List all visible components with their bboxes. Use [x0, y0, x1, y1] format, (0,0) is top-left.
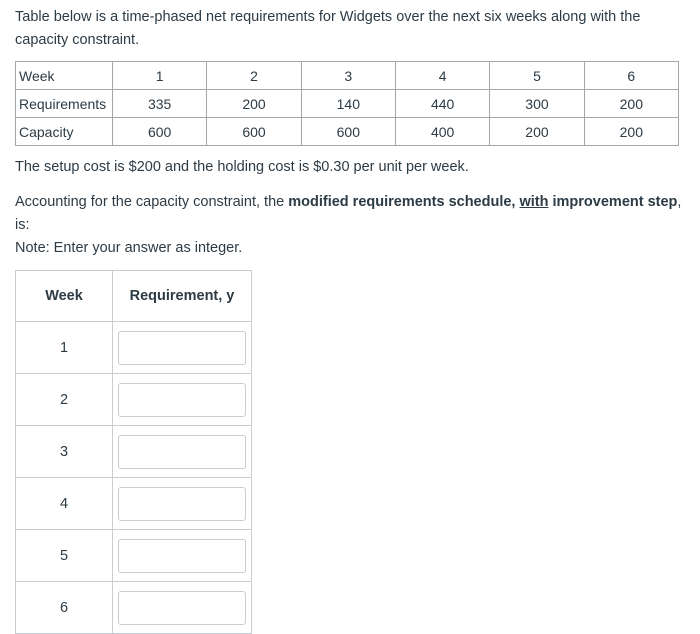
week-number: 3 [16, 426, 113, 478]
question-part: , is: [15, 194, 682, 233]
table-row [16, 322, 252, 374]
table-cell: 140 [301, 90, 395, 118]
requirement-input-week-4[interactable] [118, 487, 246, 521]
requirement-input-week-1[interactable] [118, 331, 246, 365]
table-cell: 2 [207, 62, 301, 90]
question-underline: with [519, 194, 549, 210]
table-cell: 200 [584, 90, 678, 118]
question-part: Accounting for the capacity constraint, the [15, 194, 289, 210]
table-cell: 440 [395, 90, 489, 118]
capacity-row [16, 118, 679, 146]
table-cell: 335 [113, 90, 207, 118]
requirement-header: Requirement, y [113, 271, 252, 322]
requirements-table [15, 61, 679, 146]
table-cell: 6 [584, 62, 678, 90]
table-cell: 600 [207, 118, 301, 146]
table-cell: 300 [490, 90, 584, 118]
row-label: Capacity [16, 118, 113, 146]
requirement-input-week-2[interactable] [118, 383, 246, 417]
week-header: Week [16, 271, 113, 322]
table-cell: 600 [113, 118, 207, 146]
table-row [16, 582, 252, 634]
requirement-input-week-6[interactable] [118, 591, 246, 625]
week-number: 1 [16, 322, 113, 374]
table-cell: 400 [395, 118, 489, 146]
question-bold: modified requirements schedule, [288, 194, 520, 210]
requirement-input-week-3[interactable] [118, 435, 246, 469]
table-cell: 5 [490, 62, 584, 90]
answer-header-row [16, 271, 252, 322]
table-row [16, 374, 252, 426]
table-cell: 200 [207, 90, 301, 118]
requirement-input-week-5[interactable] [118, 539, 246, 573]
table-cell: 600 [301, 118, 395, 146]
week-number: 5 [16, 530, 113, 582]
intro-text: Table below is a time-phased net requirements for Widgets over the next six weeks along with the capacity constraint. [15, 9, 641, 48]
table-cell: 200 [490, 118, 584, 146]
question-text [15, 191, 685, 237]
table-row [16, 426, 252, 478]
note-text: Note: Enter your answer as integer. [15, 240, 243, 256]
week-row [16, 62, 679, 90]
week-number: 6 [16, 582, 113, 634]
table-row [16, 478, 252, 530]
table-cell: 4 [395, 62, 489, 90]
week-number: 2 [16, 374, 113, 426]
question-bold: improvement step [548, 194, 678, 210]
row-label: Week [16, 62, 113, 90]
table-cell: 200 [584, 118, 678, 146]
cost-text: The setup cost is $200 and the holding cost is $0.30 per unit per week. [15, 159, 469, 175]
answer-table [15, 270, 252, 634]
table-cell: 3 [301, 62, 395, 90]
table-row [16, 530, 252, 582]
table-cell: 1 [113, 62, 207, 90]
requirements-row [16, 90, 679, 118]
row-label: Requirements [16, 90, 113, 118]
week-number: 4 [16, 478, 113, 530]
